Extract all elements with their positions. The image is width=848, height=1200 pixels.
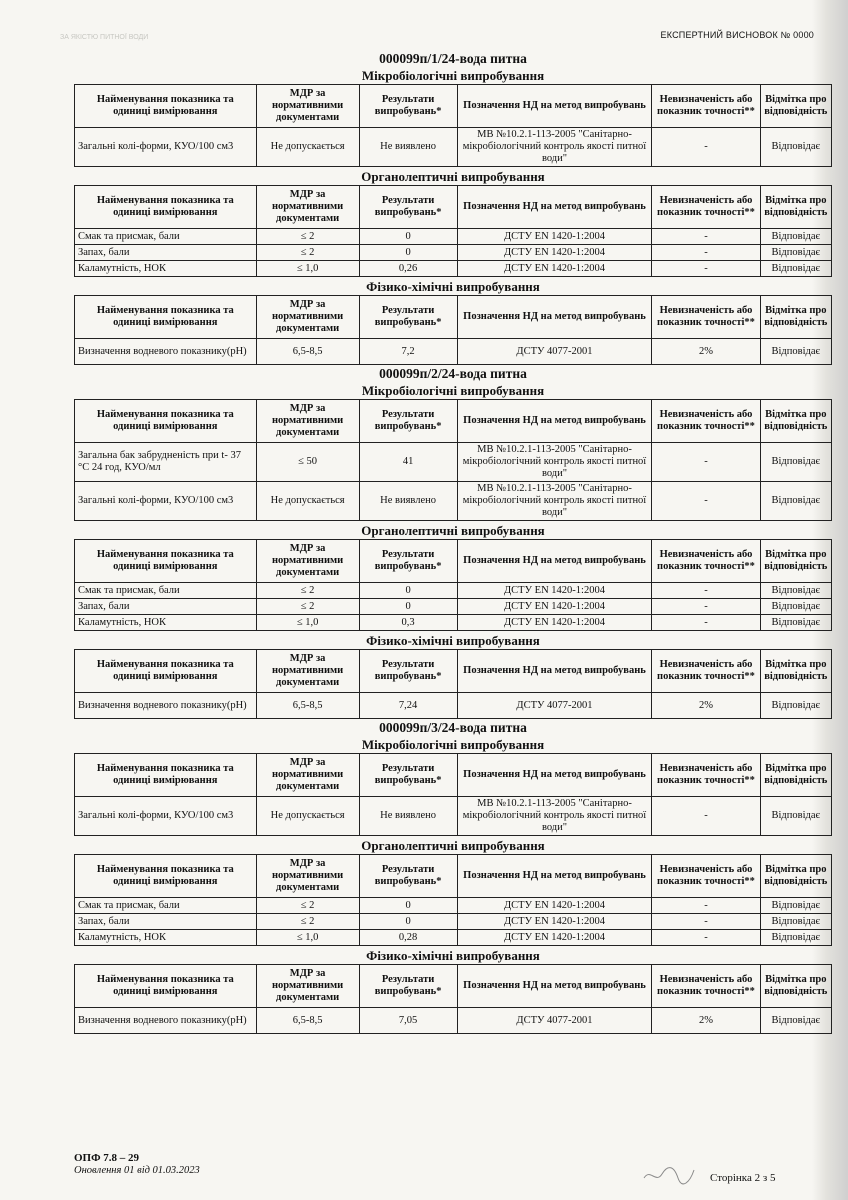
organo-table [74, 854, 832, 946]
cell-result: Не виявлено [359, 482, 457, 521]
micro-table [74, 753, 832, 836]
table-row [75, 583, 832, 599]
cell-indicator: Загальні колі-форми, КУО/100 см3 [75, 482, 257, 521]
cell-limit: ≤ 2 [256, 583, 359, 599]
cell-limit: Не допускається [256, 482, 359, 521]
cell-method: ДСТУ EN 1420-1:2004 [457, 615, 652, 631]
col-header-method: Позначення НД на метод випробувань [457, 650, 652, 693]
cell-conformity: Відповідає [760, 599, 831, 615]
col-header-result: Результати випробувань* [359, 296, 457, 339]
cell-method: МВ №10.2.1-113-2005 "Санітарно-мікробіологічний контроль якості питної води" [457, 797, 652, 836]
micro-table [74, 399, 832, 521]
sample-title: 000099п/1/24-вода питна [379, 51, 527, 66]
physchem-table [74, 649, 832, 719]
col-header-indicator: Найменування показника та одиниці вимірювання [75, 186, 257, 229]
sample-title: 000099п/3/24-вода питна [379, 720, 527, 735]
cell-result: 0,26 [359, 261, 457, 277]
cell-limit: ≤ 2 [256, 229, 359, 245]
cell-uncertainty: 2% [652, 339, 760, 365]
col-header-method: Позначення НД на метод випробувань [457, 855, 652, 898]
col-header-method: Позначення НД на метод випробувань [457, 296, 652, 339]
physchem-table [74, 295, 832, 365]
col-header-result: Результати випробувань* [359, 186, 457, 229]
cell-result: Не виявлено [359, 797, 457, 836]
col-header-conformity: Відмітка про відповідність [760, 85, 831, 128]
cell-conformity: Відповідає [760, 615, 831, 631]
col-header-uncertainty: Невизначеність або показник точності** [652, 754, 760, 797]
cell-uncertainty: - [652, 898, 760, 914]
table-header-row [75, 540, 832, 583]
col-header-uncertainty: Невизначеність або показник точності** [652, 965, 760, 1008]
physchem-table [74, 964, 832, 1034]
cell-result: 0,28 [359, 930, 457, 946]
cell-uncertainty: - [652, 229, 760, 245]
cell-indicator: Смак та присмак, бали [75, 898, 257, 914]
cell-uncertainty: - [652, 599, 760, 615]
table-row [75, 914, 832, 930]
section-title-organo: Органолептичні випробування [361, 838, 545, 853]
col-header-uncertainty: Невизначеність або показник точності** [652, 85, 760, 128]
cell-result: 7,24 [359, 693, 457, 719]
table-header-row [75, 85, 832, 128]
cell-uncertainty: 2% [652, 693, 760, 719]
table-row [75, 229, 832, 245]
cell-indicator: Каламутність, НОК [75, 615, 257, 631]
cell-method: ДСТУ EN 1420-1:2004 [457, 914, 652, 930]
col-header-conformity: Відмітка про відповідність [760, 754, 831, 797]
cell-conformity: Відповідає [760, 128, 831, 167]
col-header-uncertainty: Невизначеність або показник точності** [652, 855, 760, 898]
table-row [75, 261, 832, 277]
col-header-method: Позначення НД на метод випробувань [457, 754, 652, 797]
col-header-conformity: Відмітка про відповідність [760, 855, 831, 898]
cell-conformity: Відповідає [760, 443, 831, 482]
cell-result: 0 [359, 245, 457, 261]
col-header-limit: МДР за нормативними документами [256, 650, 359, 693]
col-header-conformity: Відмітка про відповідність [760, 296, 831, 339]
cell-limit: Не допускається [256, 128, 359, 167]
col-header-result: Результати випробувань* [359, 965, 457, 1008]
table-header-row [75, 296, 832, 339]
cell-limit: ≤ 1,0 [256, 615, 359, 631]
col-header-conformity: Відмітка про відповідність [760, 400, 831, 443]
col-header-result: Результати випробувань* [359, 400, 457, 443]
organo-table [74, 185, 832, 277]
cell-method: ДСТУ EN 1420-1:2004 [457, 261, 652, 277]
cell-indicator: Каламутність, НОК [75, 261, 257, 277]
cell-method: ДСТУ EN 1420-1:2004 [457, 583, 652, 599]
col-header-indicator: Найменування показника та одиниці вимірювання [75, 965, 257, 1008]
cell-indicator: Визначення водневого показнику(pH) [75, 1008, 257, 1034]
cell-result: 0 [359, 599, 457, 615]
cell-limit: Не допускається [256, 797, 359, 836]
cell-indicator: Запах, бали [75, 914, 257, 930]
section-title-micro: Мікробіологічні випробування [361, 68, 545, 83]
table-header-row [75, 855, 832, 898]
cell-limit: ≤ 2 [256, 599, 359, 615]
cell-uncertainty: - [652, 930, 760, 946]
col-header-result: Результати випробувань* [359, 650, 457, 693]
table-header-row [75, 754, 832, 797]
cell-conformity: Відповідає [760, 245, 831, 261]
section-title-micro: Мікробіологічні випробування [361, 737, 545, 752]
cell-indicator: Визначення водневого показнику(pH) [75, 339, 257, 365]
cell-result: 0 [359, 229, 457, 245]
col-header-limit: МДР за нормативними документами [256, 85, 359, 128]
sample-title: 000099п/2/24-вода питна [379, 366, 527, 381]
col-header-limit: МДР за нормативними документами [256, 540, 359, 583]
cell-method: МВ №10.2.1-113-2005 "Санітарно-мікробіологічний контроль якості питної води" [457, 128, 652, 167]
col-header-limit: МДР за нормативними документами [256, 186, 359, 229]
cell-uncertainty: - [652, 914, 760, 930]
cell-method: ДСТУ EN 1420-1:2004 [457, 930, 652, 946]
table-row [75, 128, 832, 167]
col-header-uncertainty: Невизначеність або показник точності** [652, 186, 760, 229]
table-row [75, 615, 832, 631]
col-header-conformity: Відмітка про відповідність [760, 965, 831, 1008]
cell-limit: ≤ 1,0 [256, 930, 359, 946]
section-title-micro: Мікробіологічні випробування [361, 383, 545, 398]
col-header-conformity: Відмітка про відповідність [760, 650, 831, 693]
col-header-conformity: Відмітка про відповідність [760, 186, 831, 229]
col-header-uncertainty: Невизначеність або показник точності** [652, 540, 760, 583]
cell-conformity: Відповідає [760, 898, 831, 914]
cell-uncertainty: - [652, 615, 760, 631]
cell-uncertainty: 2% [652, 1008, 760, 1034]
cell-method: МВ №10.2.1-113-2005 "Санітарно-мікробіологічний контроль якості питної води" [457, 482, 652, 521]
cell-result: 0 [359, 583, 457, 599]
cell-conformity: Відповідає [760, 797, 831, 836]
col-header-method: Позначення НД на метод випробувань [457, 85, 652, 128]
table-row [75, 797, 832, 836]
form-code: ОПФ 7.8 – 29 [74, 1152, 140, 1164]
cell-uncertainty: - [652, 261, 760, 277]
table-header-row [75, 186, 832, 229]
section-title-physchem: Фізико-хімічні випробування [366, 948, 540, 963]
table-row [75, 482, 832, 521]
cell-conformity: Відповідає [760, 930, 831, 946]
cell-indicator: Загальна бак забрудненість при t- 37 °С 24 год, КУО/мл [75, 443, 257, 482]
col-header-limit: МДР за нормативними документами [256, 400, 359, 443]
cell-result: Не виявлено [359, 128, 457, 167]
cell-method: ДСТУ EN 1420-1:2004 [457, 599, 652, 615]
cell-conformity: Відповідає [760, 261, 831, 277]
cell-limit: ≤ 2 [256, 898, 359, 914]
cell-indicator: Загальні колі-форми, КУО/100 см3 [75, 797, 257, 836]
table-header-row [75, 400, 832, 443]
table-row [75, 339, 832, 365]
cell-uncertainty: - [652, 583, 760, 599]
col-header-method: Позначення НД на метод випробувань [457, 186, 652, 229]
cell-conformity: Відповідає [760, 229, 831, 245]
col-header-conformity: Відмітка про відповідність [760, 540, 831, 583]
cell-result: 41 [359, 443, 457, 482]
cell-conformity: Відповідає [760, 914, 831, 930]
cell-indicator: Смак та присмак, бали [75, 583, 257, 599]
col-header-result: Результати випробувань* [359, 855, 457, 898]
cell-conformity: Відповідає [760, 693, 831, 719]
col-header-limit: МДР за нормативними документами [256, 296, 359, 339]
cell-method: ДСТУ 4077-2001 [457, 1008, 652, 1034]
table-row [75, 443, 832, 482]
col-header-limit: МДР за нормативними документами [256, 754, 359, 797]
micro-table [74, 84, 832, 167]
signature-mark [640, 1160, 698, 1190]
col-header-limit: МДР за нормативними документами [256, 965, 359, 1008]
col-header-indicator: Найменування показника та одиниці вимірювання [75, 85, 257, 128]
col-header-uncertainty: Невизначеність або показник точності** [652, 296, 760, 339]
col-header-method: Позначення НД на метод випробувань [457, 400, 652, 443]
col-header-result: Результати випробувань* [359, 540, 457, 583]
organo-table [74, 539, 832, 631]
section-title-physchem: Фізико-хімічні випробування [366, 633, 540, 648]
col-header-method: Позначення НД на метод випробувань [457, 965, 652, 1008]
table-row [75, 1008, 832, 1034]
cell-method: ДСТУ 4077-2001 [457, 693, 652, 719]
cell-conformity: Відповідає [760, 339, 831, 365]
faint-header-text: ЗА ЯКІСТЮ ПИТНОЇ ВОДИ [60, 34, 149, 41]
cell-limit: 6,5-8,5 [256, 339, 359, 365]
cell-method: ДСТУ 4077-2001 [457, 339, 652, 365]
cell-result: 7,2 [359, 339, 457, 365]
table-row [75, 599, 832, 615]
col-header-indicator: Найменування показника та одиниці вимірювання [75, 400, 257, 443]
table-row [75, 930, 832, 946]
cell-method: ДСТУ EN 1420-1:2004 [457, 245, 652, 261]
cell-method: ДСТУ EN 1420-1:2004 [457, 229, 652, 245]
cell-indicator: Каламутність, НОК [75, 930, 257, 946]
cell-conformity: Відповідає [760, 482, 831, 521]
cell-uncertainty: - [652, 245, 760, 261]
page-number: Сторінка 2 з 5 [710, 1172, 776, 1184]
col-header-indicator: Найменування показника та одиниці вимірювання [75, 855, 257, 898]
cell-indicator: Смак та присмак, бали [75, 229, 257, 245]
table-header-row [75, 650, 832, 693]
col-header-indicator: Найменування показника та одиниці вимірювання [75, 296, 257, 339]
cell-limit: ≤ 1,0 [256, 261, 359, 277]
cell-method: МВ №10.2.1-113-2005 "Санітарно-мікробіологічний контроль якості питної води" [457, 443, 652, 482]
table-header-row [75, 965, 832, 1008]
table-row [75, 693, 832, 719]
section-title-organo: Органолептичні випробування [361, 169, 545, 184]
cell-limit: ≤ 2 [256, 245, 359, 261]
cell-indicator: Запах, бали [75, 245, 257, 261]
cell-uncertainty: - [652, 797, 760, 836]
table-row [75, 898, 832, 914]
col-header-result: Результати випробувань* [359, 754, 457, 797]
col-header-indicator: Найменування показника та одиниці вимірювання [75, 540, 257, 583]
results-content [74, 50, 832, 1034]
cell-uncertainty: - [652, 482, 760, 521]
cell-uncertainty: - [652, 443, 760, 482]
cell-result: 0 [359, 898, 457, 914]
col-header-indicator: Найменування показника та одиниці вимірювання [75, 754, 257, 797]
document-header: ЕКСПЕРТНИЙ ВИСНОВОК № 0000 [660, 30, 814, 40]
cell-uncertainty: - [652, 128, 760, 167]
col-header-indicator: Найменування показника та одиниці вимірювання [75, 650, 257, 693]
cell-indicator: Визначення водневого показнику(pH) [75, 693, 257, 719]
col-header-method: Позначення НД на метод випробувань [457, 540, 652, 583]
cell-limit: ≤ 2 [256, 914, 359, 930]
cell-limit: 6,5-8,5 [256, 1008, 359, 1034]
cell-result: 7,05 [359, 1008, 457, 1034]
cell-conformity: Відповідає [760, 1008, 831, 1034]
cell-indicator: Запах, бали [75, 599, 257, 615]
cell-limit: 6,5-8,5 [256, 693, 359, 719]
col-header-limit: МДР за нормативними документами [256, 855, 359, 898]
update-info: Оновлення 01 від 01.03.2023 [74, 1165, 200, 1176]
col-header-result: Результати випробувань* [359, 85, 457, 128]
cell-result: 0,3 [359, 615, 457, 631]
table-row [75, 245, 832, 261]
col-header-uncertainty: Невизначеність або показник точності** [652, 650, 760, 693]
cell-conformity: Відповідає [760, 583, 831, 599]
section-title-organo: Органолептичні випробування [361, 523, 545, 538]
cell-limit: ≤ 50 [256, 443, 359, 482]
cell-indicator: Загальні колі-форми, КУО/100 см3 [75, 128, 257, 167]
cell-method: ДСТУ EN 1420-1:2004 [457, 898, 652, 914]
cell-result: 0 [359, 914, 457, 930]
col-header-uncertainty: Невизначеність або показник точності** [652, 400, 760, 443]
section-title-physchem: Фізико-хімічні випробування [366, 279, 540, 294]
